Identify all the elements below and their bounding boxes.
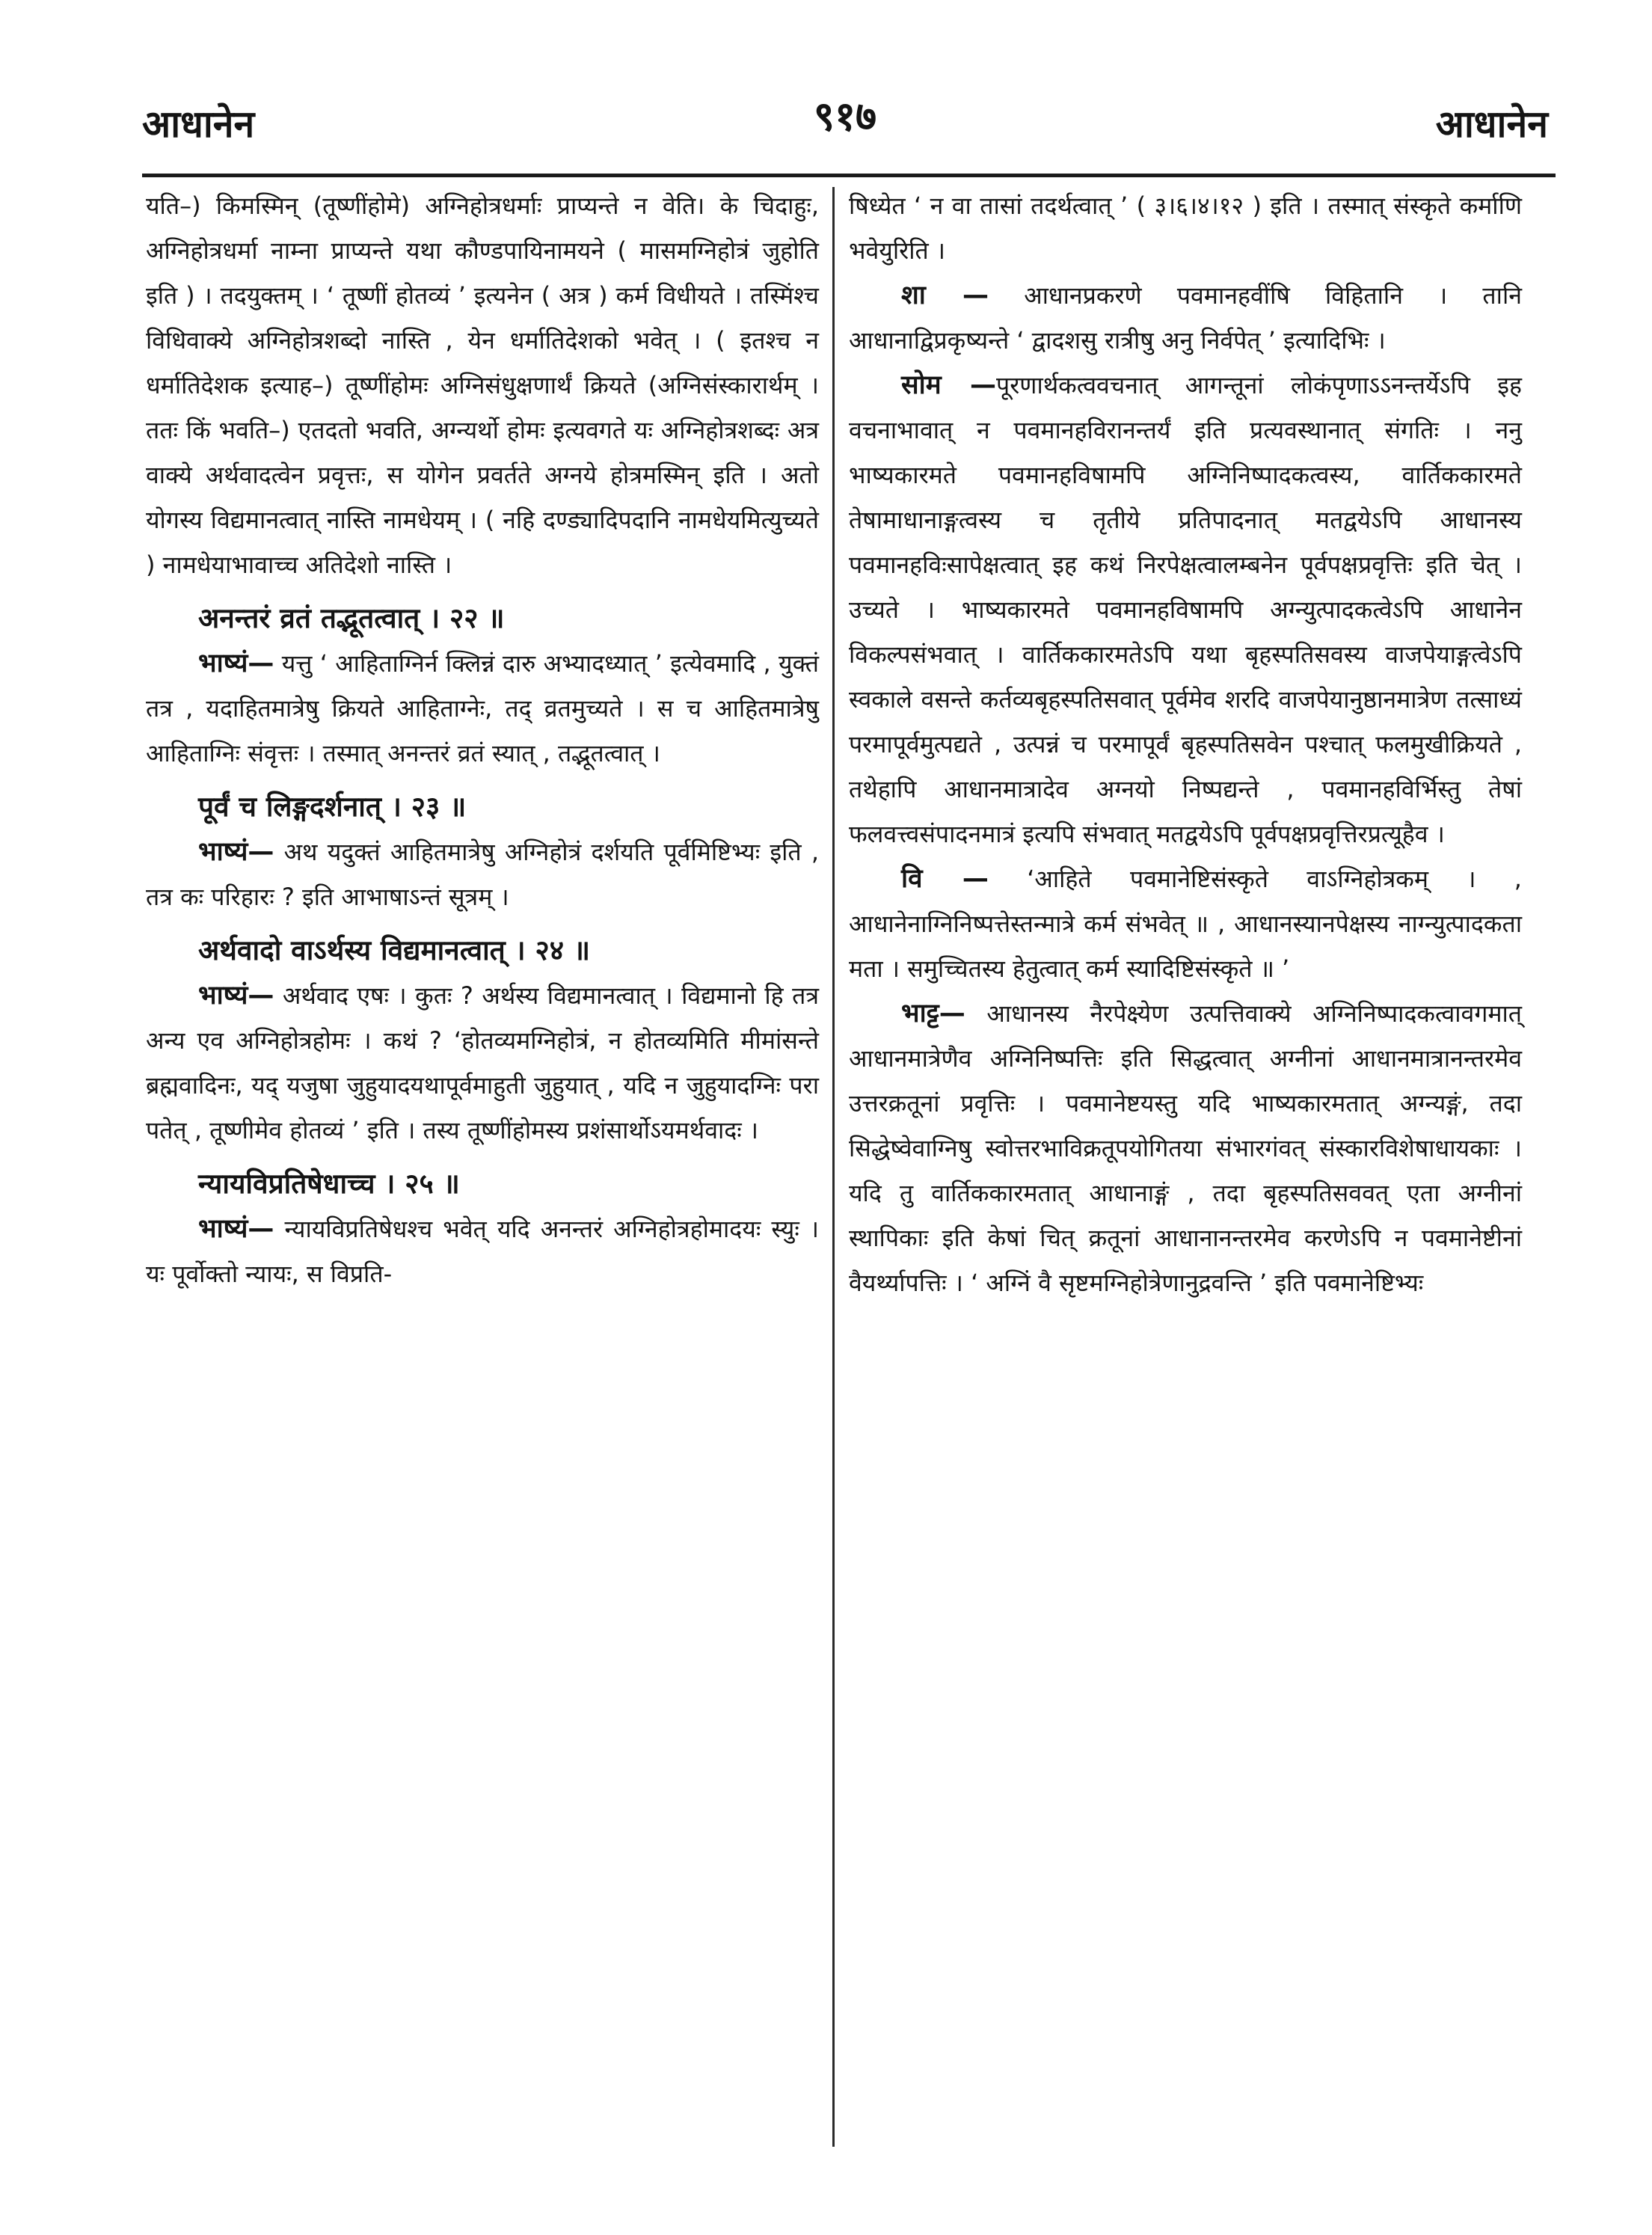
running-head-right: आधानेन bbox=[1435, 102, 1548, 146]
paragraph-text: ‘आहिते पवमानेष्टिसंस्कृते वाऽग्निहोत्रकम् । , आधानेनाग्निनिष्पत्तेस्तन्मात्रे कर्म संभवेत् ॥ , आधानस्यानपेक्षस्य नाग्न्युत्पादकता मता । समुच्चितस्य हेतुत्वात् कर्म स्यादिष्टिसंस्कृते ॥ ’ bbox=[849, 865, 1522, 983]
paragraph-text: न्यायविप्रतिषेधश्च भवेत् यदि अनन्तरं अग्निहोत्रहोमादयः स्युः । यः पूर्वोक्तो न्यायः, स विप्रति- bbox=[146, 1215, 819, 1288]
paragraph-text: अर्थवाद एषः । कुतः ? अर्थस्य विद्यमानत्वात् । विद्यमानो हि तत्र अन्य एव अग्निहोत्रहोमः । कथं ? ‘होतव्यमग्निहोत्रं, न होतव्यमिति मीमांसन्ते ब्रह्मवादिनः, यद् यजुषा जुहुयादयथापूर्वमाहुती जुहुयात् , यदि न जुहुयादग्निः परा पतेत् , तूष्णीमेव होतव्यं ’ इति । तस्य तूष्णींहोमस्य प्रशंसार्थोऽयमर्थवादः । bbox=[146, 981, 819, 1144]
column-divider bbox=[832, 187, 835, 2147]
commentary-label: सोम — bbox=[901, 370, 997, 400]
sutra-heading: अनन्तरं व्रतं तद्भूतत्वात् । २२ ॥ bbox=[198, 602, 505, 634]
commentary-paragraph bbox=[146, 830, 819, 919]
commentary-paragraph bbox=[849, 991, 1522, 1305]
commentary-label: भाष्यं— bbox=[198, 837, 274, 867]
commentary-label: शा — bbox=[901, 280, 989, 310]
commentary-paragraph bbox=[849, 856, 1522, 991]
commentary-paragraph bbox=[849, 273, 1522, 363]
commentary-paragraph bbox=[849, 183, 1522, 273]
paragraph-text: आधानप्रकरणे पवमानहवींषि विहितानि । तानि आधानाद्विप्रकृष्यन्ते ‘ द्वादशसु रात्रीषु अनु निर्वपेत् ’ इत्यादिभिः । bbox=[849, 281, 1522, 355]
commentary-paragraph bbox=[849, 363, 1522, 856]
commentary-paragraph bbox=[146, 641, 819, 776]
commentary-label: भाष्यं— bbox=[198, 981, 274, 1011]
sutra-heading: पूर्वं च लिङ्गदर्शनात् । २३ ॥ bbox=[198, 791, 467, 823]
page-number: ९१७ bbox=[813, 93, 877, 140]
commentary-label: भाट्ट— bbox=[901, 999, 965, 1028]
running-head-left: आधानेन bbox=[142, 102, 255, 146]
sutra-heading: न्यायविप्रतिषेधाच्च । २५ ॥ bbox=[198, 1168, 460, 1200]
commentary-paragraph bbox=[146, 183, 819, 587]
page-header bbox=[142, 93, 1548, 165]
paragraph-text: आधानस्य नैरपेक्ष्येण उत्पत्तिवाक्ये अग्निनिष्पादकत्वावगमात् आधानमात्रेणैव अग्निनिष्पत्तिः इति सिद्धत्वात् अग्नीनां आधानमात्रानन्तरमेव उत्तरक्रतूनां प्रवृत्तिः । पवमानेष्टयस्तु यदि भाष्यकारमतात् अग्न्यङ्गं, तदा सिद्धेष्वेवाग्निषु स्वोत्तरभाविक्रतूपयोगितया संभारगंवत् संस्कारविशेषाधायकाः । यदि तु वार्तिककारमतात् आधानाङ्गं , तदा बृहस्पतिसववत् एता अग्नीनां स्थापिकाः इति केषां चित् क्रतूनां आधानानन्तरमेव करणेऽपि न पवमानेष्टीनां वैयर्थ्यापत्तिः । ‘ अग्निं वै सृष्टमग्निहोत्रेणानुद्रवन्ति ’ इति पवमानेष्टिभ्यः bbox=[849, 999, 1522, 1297]
commentary-paragraph bbox=[146, 973, 819, 1153]
paragraph-text: यत्तु ‘ आहिताग्निर्न क्लिन्नं दारु अभ्यादध्यात् ’ इत्येवमादि , युक्तं तत्र , यदाहितमात्रेषु क्रियते आहिताग्नेः, तद् व्रतमुच्यते । स च आहितमात्रेषु आहिताग्निः संवृत्तः । तस्मात् अनन्तरं व्रतं स्यात् , तद्भूतत्वात् । bbox=[146, 649, 819, 767]
header-rule bbox=[142, 174, 1556, 177]
paragraph-text: षिध्येत ‘ न वा तासां तदर्थत्वात् ’ ( ३।६।४।१२ ) इति । तस्मात् संस्कृते कर्माणि भवेयुरिति । bbox=[849, 191, 1522, 265]
sutra-heading: अर्थवादो वाऽर्थस्य विद्यमानत्वात् । २४ ॥ bbox=[198, 934, 591, 966]
paragraph-text: यति–) किमस्मिन् (तूष्णींहोमे) अग्निहोत्रधर्माः प्राप्यन्ते न वेति। के चिदाहुः, अग्निहोत्रधर्मा नाम्ना प्राप्यन्ते यथा कौण्डपायिनामयने ( मासमग्निहोत्रं जुहोति इति ) । तदयुक्तम् । ‘ तूष्णीं होतव्यं ’ इत्यनेन ( अत्र ) कर्म विधीयते । तस्मिंश्च विधिवाक्ये अग्निहोत्रशब्दो नास्ति , येन धर्मातिदेशको भवेत् । ( इतश्च न धर्मातिदेशक इत्याह–) तूष्णींहोमः अग्निसंधुक्षणार्थं क्रियते (अग्निसंस्कारार्थम् । ततः किं भवति–) एतदतो भवति, अग्न्यर्थो होमः इत्यवगते यः अग्निहोत्रशब्दः अत्र वाक्ये अर्थवादत्वेन प्रवृत्तः, स योगेन प्रवर्तते अग्नये होत्रमस्मिन् इति । अतो योगस्य विद्यमानत्वात् नास्ति नामधेयम् । ( नहि दण्ड्यादिपदानि नामधेयमित्युच्यते ) नामधेयाभावाच्च अतिदेशो नास्ति । bbox=[146, 191, 819, 579]
commentary-paragraph bbox=[146, 1207, 819, 1296]
commentary-label: भाष्यं— bbox=[198, 1214, 274, 1244]
paragraph-text: पूरणार्थकत्ववचनात् आगन्तूनां लोकंपृणाऽऽनन्तर्येऽपि इह वचनाभावात् न पवमानहविरानन्तर्यं इति प्रत्यवस्थानात् संगतिः । ननु भाष्यकारमते पवमानहविषामपि अग्निनिष्पादकत्वस्य, वार्तिककारमते तेषामाधानाङ्गत्वस्य च तृतीये प्रतिपादनात् मतद्वयेऽपि आधानस्य पवमानहविःसापेक्षत्वात् इह कथं निरपेक्षत्वालम्बनेन पूर्वपक्षप्रवृत्तिः इति चेत् । उच्यते । भाष्यकारमते पवमानहविषामपि अग्न्युत्पादकत्वेऽपि आधानेन विकल्पसंभवात् । वार्तिककारमतेऽपि यथा बृहस्पतिसवस्य वाजपेयाङ्गत्वेऽपि स्वकाले वसन्ते कर्तव्यबृहस्पतिसवात् पूर्वमेव शरदि वाजपेयानुष्ठानमात्रेण तत्साध्यं परमापूर्वमुत्पद्यते , उत्पन्नं च परमापूर्वं बृहस्पतिसवेन पश्चात् फलमुखीक्रियते , तथेहापि आधानमात्रादेव अग्नयो निष्पद्यन्ते , पवमानहविर्भिस्तु तेषां फलवत्त्वसंपादनमात्रं इत्यपि संभवात् मतद्वयेऽपि पूर्वपक्षप्रवृत्तिरप्रत्यूहैव । bbox=[849, 371, 1522, 848]
left-column bbox=[146, 183, 819, 1296]
paragraph-text: अथ यदुक्तं आहितमात्रेषु अग्निहोत्रं दर्शयति पूर्वमिष्टिभ्यः इति , तत्र कः परिहारः ? इति आभाषाऽन्तं सूत्रम् । bbox=[146, 838, 819, 911]
right-column bbox=[849, 183, 1522, 1305]
commentary-label: भाष्यं— bbox=[198, 649, 274, 678]
commentary-label: वि — bbox=[901, 864, 989, 894]
